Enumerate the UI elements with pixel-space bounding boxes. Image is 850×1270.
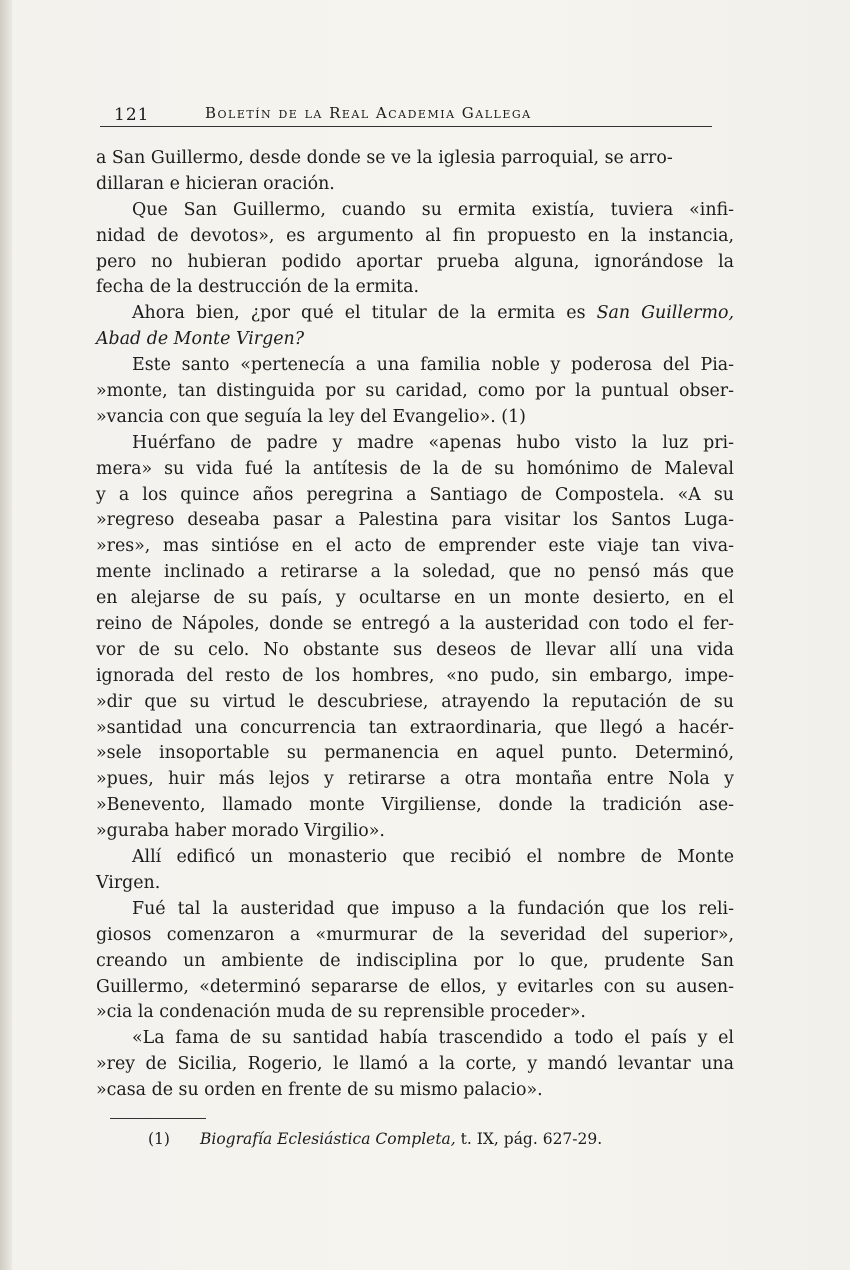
text-line: mera» su vida fué la antítesis de la de su homónimo de Maleval	[96, 458, 734, 479]
page-number: 121	[114, 105, 150, 125]
text-line: »rey de Sicilia, Rogerio, le llamó a la corte, y mandó levantar una	[96, 1054, 734, 1075]
text-line: ignorada del resto de los hombres, «no pudo, sin embargo, impe-	[96, 665, 734, 686]
running-title: Boletín de la Real Academia Gallega	[205, 104, 532, 122]
text-line: nidad de devotos», es argumento al fin propuesto en la instancia,	[96, 225, 734, 246]
text-line: »casa de su orden en frente de su mismo palacio».	[96, 1080, 543, 1101]
text-line: a San Guillermo, desde donde se ve la iglesia parroquial, se arro-	[96, 148, 673, 168]
footnote-divider	[110, 1118, 206, 1119]
text-line: »monte, tan distinguida por su caridad, como por la puntual obser-	[96, 381, 734, 402]
text-line: Fué tal la austeridad que impuso a la fundación que los reli-	[132, 898, 734, 919]
italic-title: San Guillermo,	[596, 303, 734, 324]
footnote	[148, 1130, 602, 1148]
italic-title: Abad de Monte Virgen?	[96, 329, 305, 350]
text-line: dillaran e hicieran oración.	[96, 173, 335, 194]
footnote-title: Biografía Eclesiástica Completa,	[200, 1130, 456, 1148]
text-line: »res», mas sintióse en el acto de emprender este viaje tan viva-	[96, 536, 734, 557]
text-line: Que San Guillermo, cuando su ermita existía, tuviera «infi-	[132, 199, 734, 220]
text-line: mente inclinado a retirarse a la soledad, que no pensó más que	[96, 562, 734, 583]
text-line: Virgen.	[96, 872, 161, 893]
text-line: »regreso deseaba pasar a Palestina para visitar los Santos Luga-	[96, 510, 734, 531]
text-line: en alejarse de su país, y ocultarse en un monte desierto, en el	[96, 588, 734, 609]
text-line	[96, 301, 734, 327]
footnote-citation: t. IX, pág. 627-29.	[460, 1130, 603, 1148]
text-line: »Benevento, llamado monte Virgiliense, donde la tradición ase-	[96, 795, 734, 816]
text-line: Este santo «pertenecía a una familia noble y poderosa del Pia-	[132, 355, 734, 376]
text-line: Huérfano de padre y madre «apenas hubo visto la luz pri-	[132, 432, 734, 453]
text-line-roman: Ahora bien, ¿por qué el titular de la ermita es	[132, 303, 597, 324]
page-header	[100, 100, 712, 127]
text-line: creando un ambiente de indisciplina por lo que, prudente San	[96, 950, 734, 971]
text-line: reino de Nápoles, donde se entregó a la austeridad con todo el fer-	[96, 614, 734, 635]
text-line: »sele insoportable su permanencia en aquel punto. Determinó,	[96, 743, 734, 764]
text-line: «La fama de su santidad había trascendido a todo el país y el	[132, 1028, 734, 1049]
text-line: vor de su celo. No obstante sus deseos de llevar allí una vida	[96, 639, 734, 660]
text-line: Allí edificó un monasterio que recibió el nombre de Monte	[132, 847, 734, 868]
text-line: »guraba haber morado Virgilio».	[96, 821, 385, 842]
text-line: y a los quince años peregrina a Santiago de Compostela. «A su	[96, 484, 734, 505]
text-line: »cia la condenación muda de su reprensible proceder».	[96, 1002, 586, 1023]
text-line: Guillermo, «determinó separarse de ellos, y evitarles con su ausen-	[96, 976, 734, 997]
text-line: »santidad una concurrencia tan extraordinaria, que llegó a hacér-	[96, 717, 734, 738]
body-text	[96, 146, 734, 1104]
text-line: pero no hubieran podido aportar prueba alguna, ignorándose la	[96, 251, 734, 272]
text-line: »pues, huir más lejos y retirarse a otra montaña entre Nola y	[96, 769, 734, 790]
footnote-marker: (1)	[148, 1130, 170, 1148]
text-line: »vancia con que seguía la ley del Evangelio». (1)	[96, 406, 526, 427]
page-binding-edge	[0, 0, 12, 1270]
text-line	[96, 327, 734, 353]
text-line: fecha de la destrucción de la ermita.	[96, 277, 420, 298]
text-line: »dir que su virtud le descubriese, atrayendo la reputación de su	[96, 691, 734, 712]
text-line: giosos comenzaron a «murmurar de la severidad del superior»,	[96, 924, 734, 945]
